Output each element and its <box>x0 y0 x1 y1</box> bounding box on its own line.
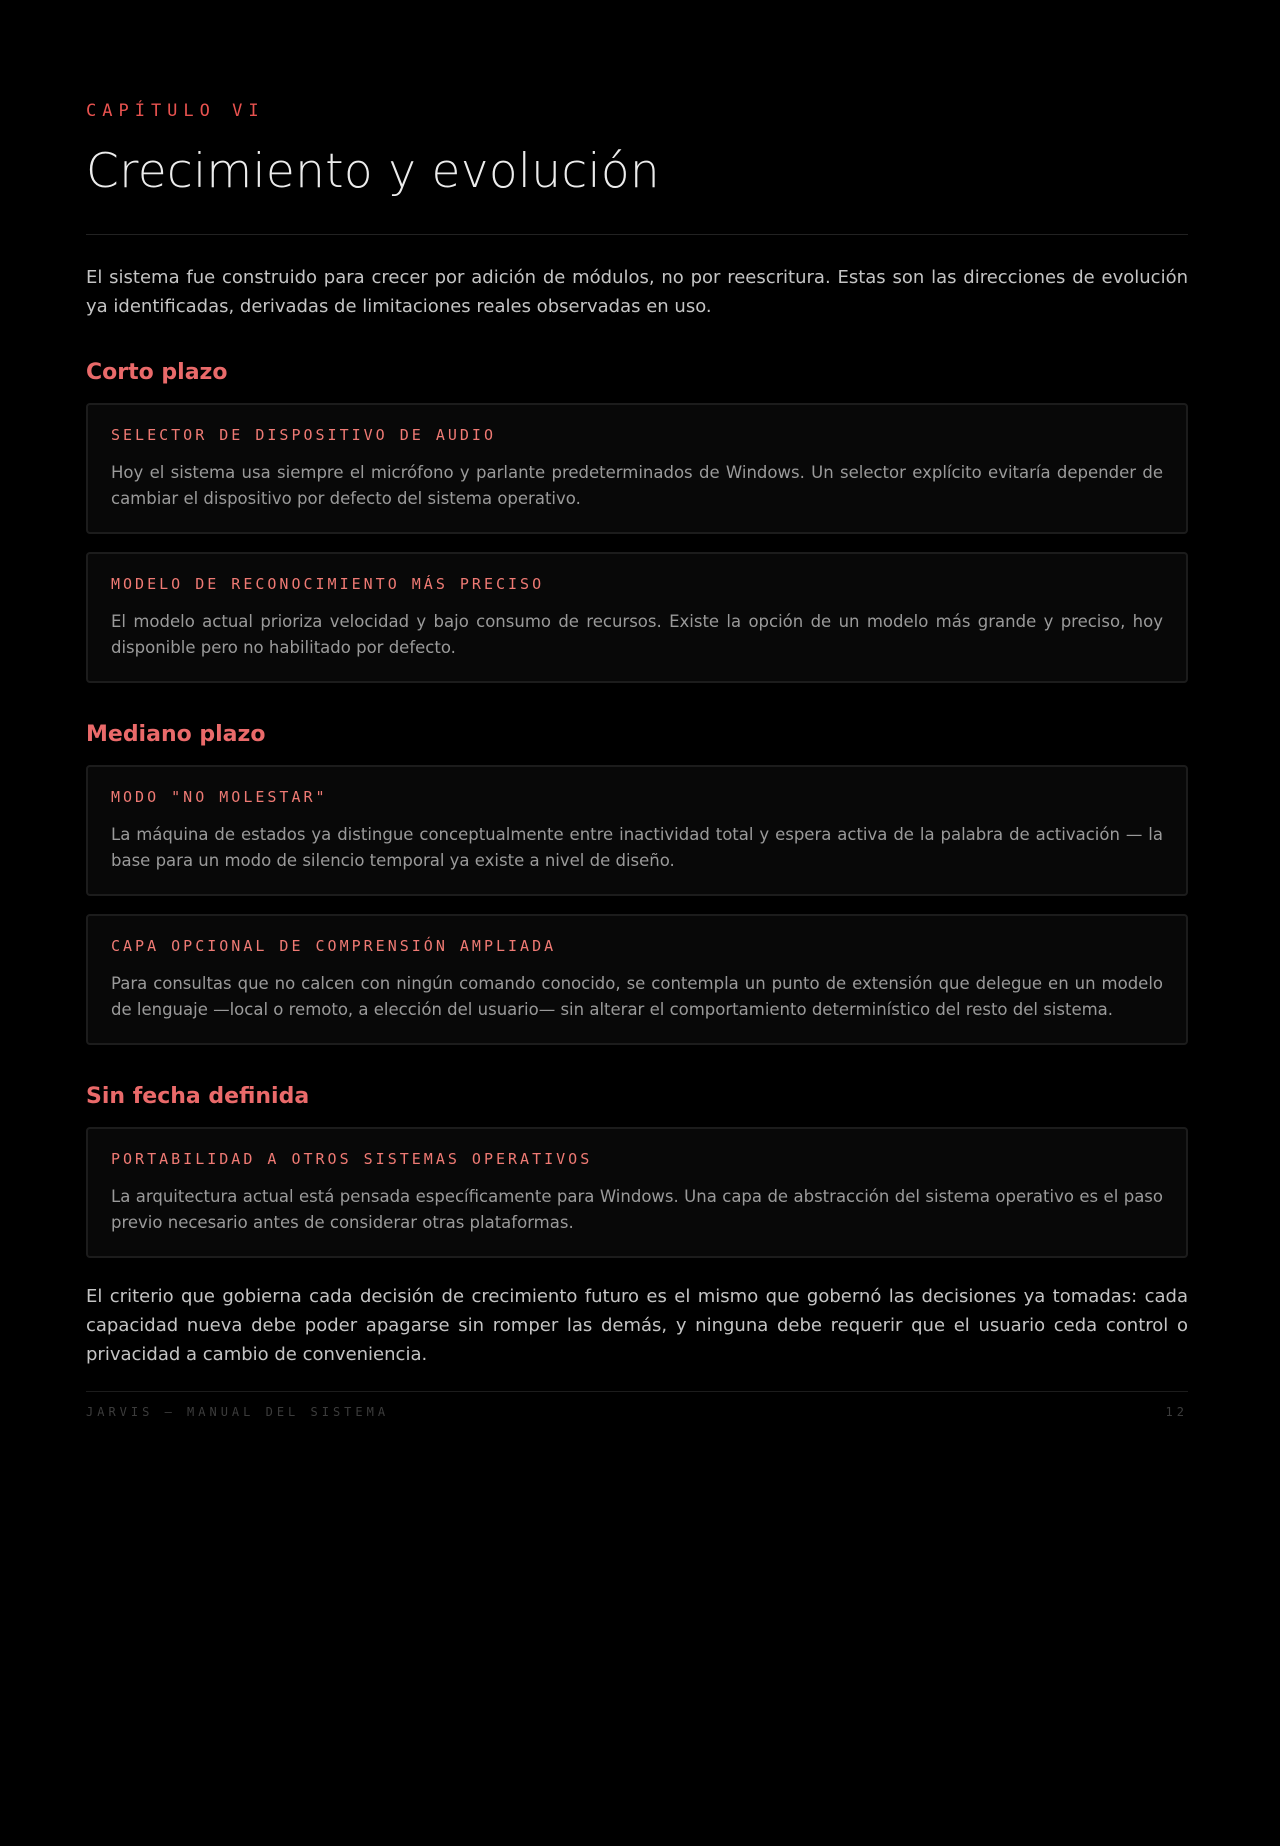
title-divider <box>86 234 1188 235</box>
roadmap-card <box>86 914 1188 1045</box>
card-title: MODELO DE RECONOCIMIENTO MÁS PRECISO <box>111 575 545 593</box>
section-corto-plazo <box>86 359 1188 683</box>
card-title: SELECTOR DE DISPOSITIVO DE AUDIO <box>111 426 496 444</box>
page-footer <box>86 1404 1188 1420</box>
roadmap-card <box>86 552 1188 683</box>
page-number: 12 <box>1165 1405 1188 1419</box>
roadmap-card <box>86 403 1188 534</box>
card-body: Para consultas que no calcen con ningún comando conocido, se contempla un punto de extensión que delegue en un modelo de lenguaje —local o remoto, a elección del usuario— sin alterar el comportamiento determinístico del resto del sistema. <box>111 974 1163 1019</box>
chapter-label: CAPÍTULO VI <box>86 101 265 121</box>
section-heading: Sin fecha definida <box>86 1084 310 1109</box>
roadmap-card <box>86 1127 1188 1258</box>
roadmap-card <box>86 765 1188 896</box>
card-body: La máquina de estados ya distingue conceptualmente entre inactividad total y espera activa de la palabra de activación — la base para un modo de silencio temporal ya existe a nivel de diseño. <box>111 825 1163 870</box>
section-sin-fecha-definida <box>86 1083 1188 1258</box>
section-heading: Mediano plazo <box>86 722 266 747</box>
footer-divider <box>86 1391 1188 1392</box>
card-body: La arquitectura actual está pensada específicamente para Windows. Una capa de abstracción del sistema operativo es el paso previo necesario antes de considerar otras plataformas. <box>111 1187 1163 1232</box>
card-body: Hoy el sistema usa siempre el micrófono y parlante predeterminados de Windows. Un selector explícito evitaría depender de cambiar el dispositivo por defecto del sistema operativo. <box>111 463 1163 508</box>
chapter-title: Crecimiento y evolución <box>86 144 661 199</box>
card-title: PORTABILIDAD A OTROS SISTEMAS OPERATIVOS <box>111 1150 593 1168</box>
card-title: CAPA OPCIONAL DE COMPRENSIÓN AMPLIADA <box>111 937 557 955</box>
section-heading: Corto plazo <box>86 360 228 385</box>
footer-title: JARVIS — MANUAL DEL SISTEMA <box>86 1405 390 1419</box>
intro-paragraph: El sistema fue construido para crecer por adición de módulos, no por reescritura. Estas son las direcciones de evolución ya identificadas, derivadas de limitaciones reales observadas en uso. <box>86 267 1188 317</box>
closing-paragraph: El criterio que gobierna cada decisión de crecimiento futuro es el mismo que gobernó las decisiones ya tomadas: cada capacidad nueva debe poder apagarse sin romper las demás, y ninguna debe requerir que el usuario ceda control o privacidad a cambio de conveniencia. <box>86 1286 1188 1365</box>
card-body: El modelo actual prioriza velocidad y bajo consumo de recursos. Existe la opción de un modelo más grande y preciso, hoy disponible pero no habilitado por defecto. <box>111 612 1163 657</box>
card-title: MODO "NO MOLESTAR" <box>111 788 328 806</box>
section-mediano-plazo <box>86 721 1188 1045</box>
document-page <box>86 0 1188 1420</box>
